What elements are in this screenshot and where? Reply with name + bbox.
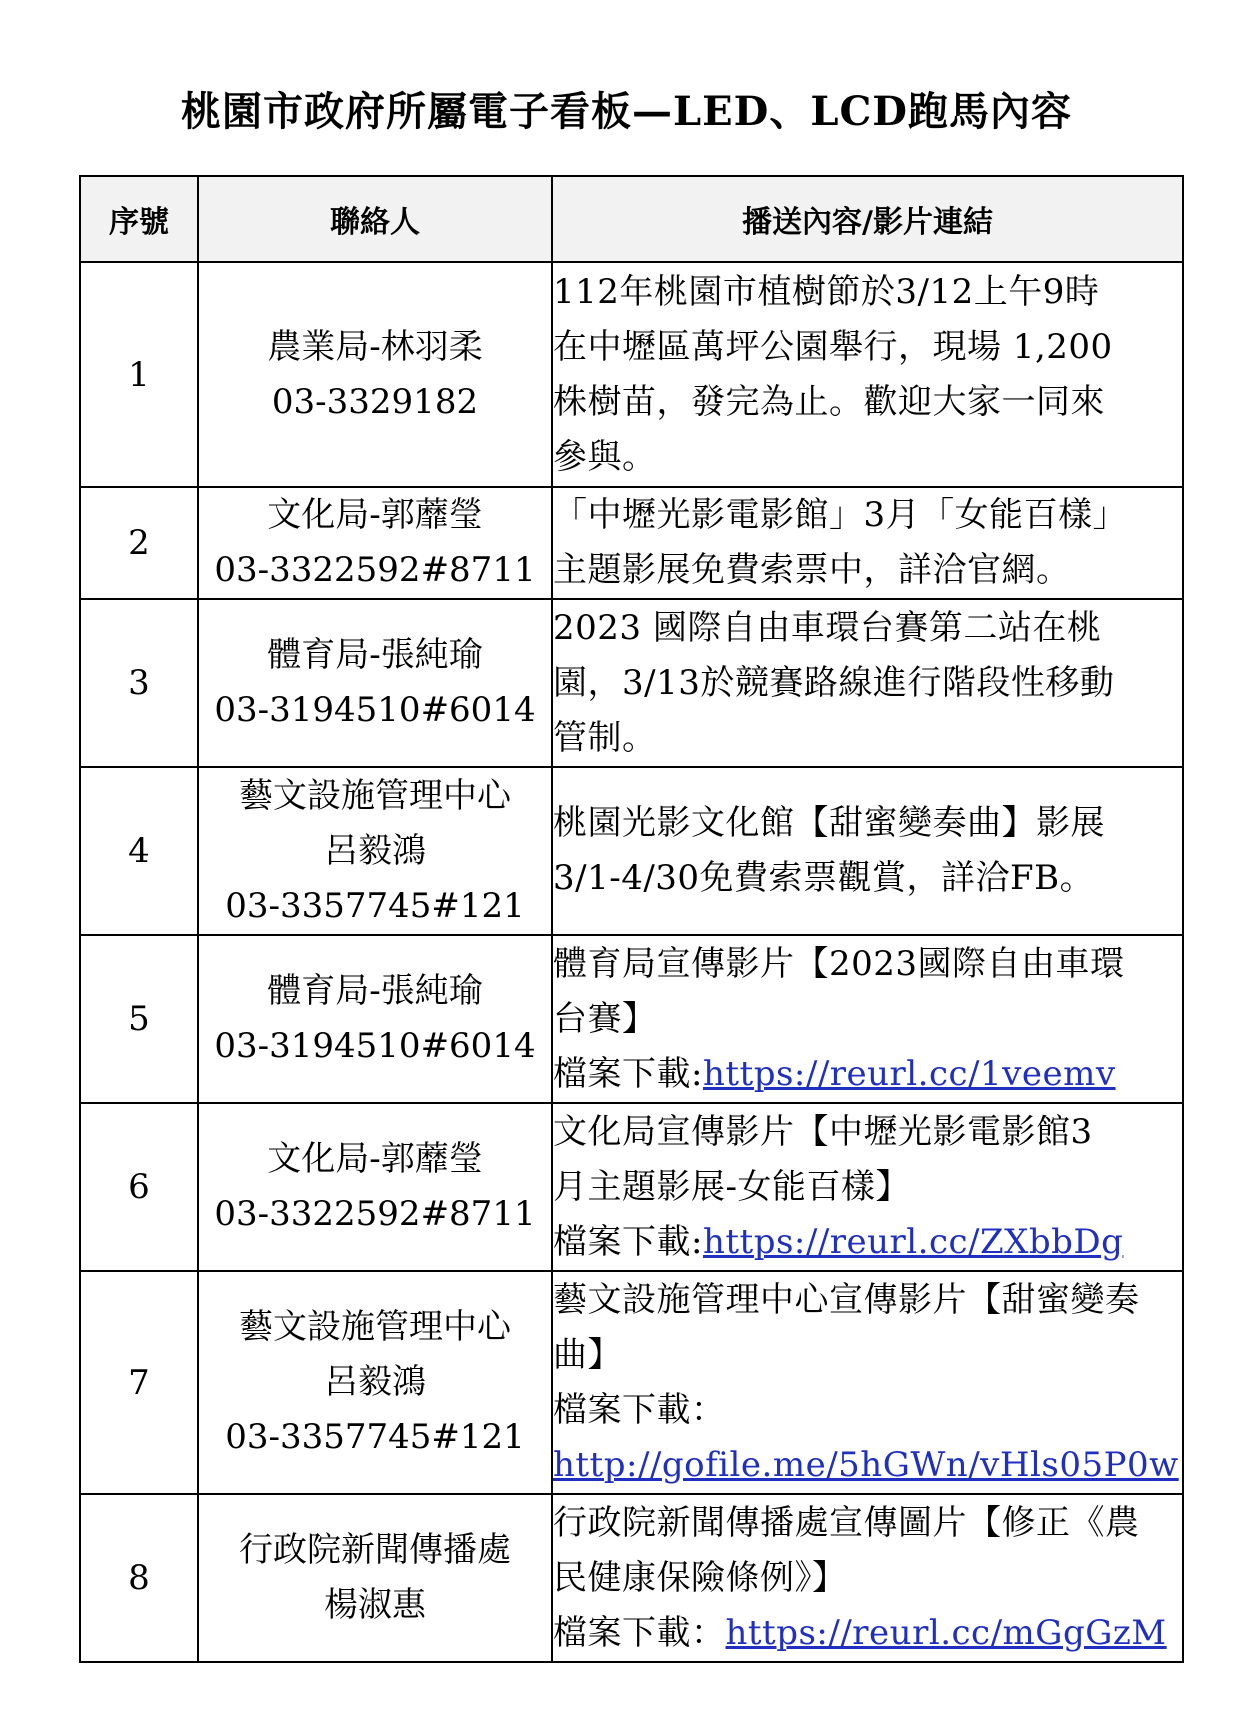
download-line [553, 1606, 1182, 1661]
contact-line: 體育局-張純瑜 [267, 971, 483, 1011]
content-line: 桃園光影文化館【甜蜜變奏曲】影展 [553, 803, 1105, 843]
table-row [80, 935, 1183, 1103]
row-contact [198, 599, 552, 767]
content-line: 2023 國際自由車環台賽第二站在桃 [553, 607, 1102, 648]
row-content [552, 1271, 1183, 1494]
contact-line: 體育局-張純瑜 [267, 635, 483, 675]
table-header-row [80, 176, 1183, 262]
download-label: 檔案下載： [553, 1389, 726, 1430]
content-line: 「中壢光影電影館」3月「女能百樣」 [553, 495, 1128, 535]
contact-phone: 03-3194510#6014 [214, 1026, 536, 1066]
content-line: 曲】 [553, 1334, 622, 1375]
row-contact [198, 767, 552, 935]
row-content [552, 599, 1183, 767]
content-line: 民健康保險條例》】 [553, 1557, 847, 1598]
content-line: 體育局宣傳影片【2023國際自由車環 [553, 943, 1125, 984]
table-row [80, 262, 1183, 487]
row-seq: 8 [80, 1494, 198, 1662]
row-seq: 1 [80, 262, 198, 487]
contact-line: 文化局-郭蘼瑩 [267, 1139, 483, 1179]
contact-phone: 03-3322592#8711 [214, 550, 536, 590]
download-link[interactable]: http://gofile.me/5hGWn/vHls05P0w [553, 1444, 1179, 1485]
content-line: 參與。 [553, 436, 657, 477]
contact-line: 呂毅鴻 [324, 830, 426, 871]
row-contact [198, 935, 552, 1103]
contact-line: 呂毅鴻 [324, 1362, 426, 1402]
contact-line: 藝文設施管理中心 [239, 1307, 511, 1347]
header-seq: 序號 [80, 176, 198, 262]
content-line: 園，3/13於競賽路線進行階段性移動 [553, 662, 1115, 703]
row-seq: 7 [80, 1271, 198, 1494]
row-contact [198, 1494, 552, 1662]
table-row [80, 1103, 1183, 1271]
content-line: 112年桃園市植樹節於3/12上午9時 [553, 271, 1100, 312]
table-row [80, 1271, 1183, 1494]
contact-line: 楊淑惠 [324, 1585, 426, 1625]
row-seq: 3 [80, 599, 198, 767]
contact-line: 藝文設施管理中心 [239, 775, 511, 816]
row-seq: 4 [80, 767, 198, 935]
row-content [552, 487, 1183, 599]
contact-phone: 03-3194510#6014 [214, 690, 536, 730]
contact-line: 農業局-林羽柔 [267, 326, 483, 367]
table-row [80, 487, 1183, 599]
content-line: 文化局宣傳影片【中壢光影電影館3 [553, 1111, 1093, 1152]
download-link[interactable]: https://reurl.cc/1veemv [702, 1053, 1116, 1094]
contact-line: 文化局-郭蘼瑩 [267, 495, 483, 535]
content-line: 主題影展免費索票中，詳洽官網。 [553, 550, 1071, 590]
header-content: 播送內容/影片連結 [552, 176, 1183, 262]
download-label: 檔案下載： [553, 1612, 726, 1653]
table-row [80, 767, 1183, 935]
contact-phone: 03-3357745#121 [225, 1417, 525, 1457]
content-line: 在中壢區萬坪公園舉行，現場 1,200 [553, 326, 1113, 367]
download-link[interactable]: https://reurl.cc/mGgGzM [725, 1612, 1167, 1653]
contact-phone: 03-3357745#121 [225, 885, 525, 926]
contact-line: 行政院新聞傳播處 [239, 1530, 511, 1570]
row-contact [198, 262, 552, 487]
content-line: 藝文設施管理中心宣傳影片【甜蜜變奏 [553, 1279, 1140, 1320]
row-contact [198, 1103, 552, 1271]
download-line [553, 1438, 1182, 1493]
content-line: 管制。 [553, 717, 657, 758]
download-link[interactable]: https://reurl.cc/ZXbbDg [702, 1221, 1124, 1262]
content-line: 月主題影展-女能百樣】 [553, 1166, 910, 1207]
content-line: 3/1-4/30免費索票觀賞，詳洽FB。 [553, 858, 1095, 898]
row-content [552, 1103, 1183, 1271]
page-title: 桃園市政府所屬電子看板—LED、LCD跑馬內容 [181, 88, 1072, 135]
row-content [552, 262, 1183, 487]
download-line [553, 1047, 1182, 1102]
billboard-content-table [79, 175, 1184, 1663]
row-contact [198, 487, 552, 599]
download-label: 檔案下載: [553, 1221, 703, 1262]
row-seq: 2 [80, 487, 198, 599]
table-row [80, 599, 1183, 767]
row-contact [198, 1271, 552, 1494]
content-line: 株樹苗，發完為止。歡迎大家一同來 [553, 381, 1105, 422]
table-row [80, 1494, 1183, 1662]
row-content [552, 1494, 1183, 1662]
row-content [552, 935, 1183, 1103]
contact-phone: 03-3322592#8711 [214, 1194, 536, 1234]
row-content [552, 767, 1183, 935]
content-line: 行政院新聞傳播處宣傳圖片【修正《農 [553, 1502, 1140, 1543]
row-seq: 6 [80, 1103, 198, 1271]
download-line [553, 1215, 1182, 1270]
contact-phone: 03-3329182 [271, 381, 479, 422]
row-seq: 5 [80, 935, 198, 1103]
header-contact: 聯絡人 [198, 176, 552, 262]
content-line: 台賽】 [553, 998, 657, 1039]
download-label: 檔案下載: [553, 1053, 703, 1094]
